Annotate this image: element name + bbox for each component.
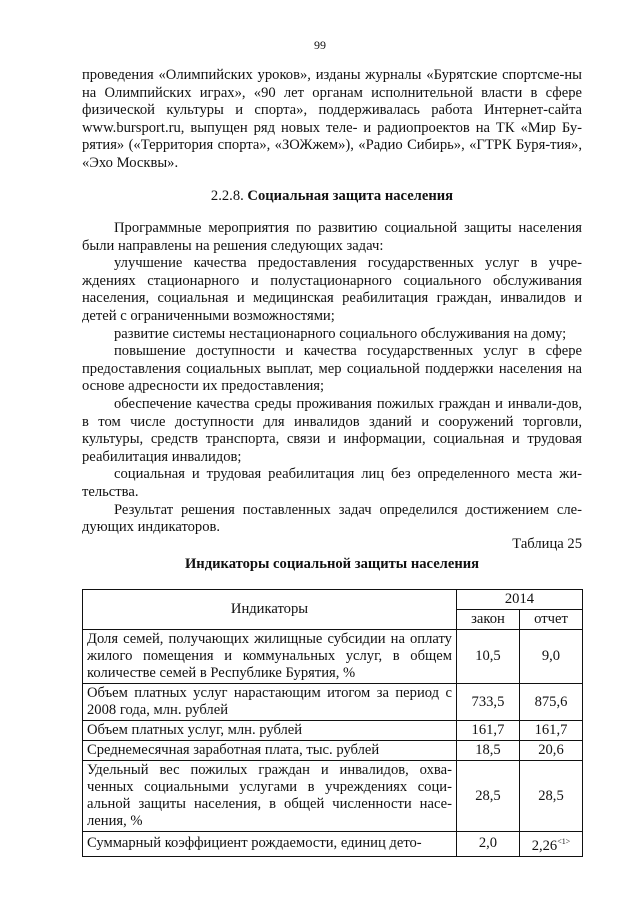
section-body xyxy=(82,220,582,537)
table-row xyxy=(83,630,583,684)
intro-paragraph xyxy=(82,67,582,173)
row-name: Доля семей, получающих жилищные субсидии на оплату жилого помещения и коммунальных услуг, в общем количестве семей в Республике Бурятия, % xyxy=(83,630,457,684)
row-name: Объем платных услуг нарастающим итогом за период с 2008 года, млн. рублей xyxy=(83,684,457,721)
section-number: 2.2.8. xyxy=(210,188,244,204)
section-heading xyxy=(82,188,582,206)
row-fact: 875,6 xyxy=(519,684,582,721)
paragraph-task-4: обеспечение качества среды проживания пожилых граждан и инвали-дов, в том числе доступности для инвалидов зданий и сооружений торговли, культуры, средств транспорта, связи и информации, социальная и трудовая реабилитация инвалидов; xyxy=(82,395,582,465)
page-number: 99 xyxy=(314,38,326,52)
row-name: Объем платных услуг, млн. рублей xyxy=(83,721,457,741)
table-row xyxy=(83,761,583,832)
paragraph-intro: Программные мероприятия по развитию социальной защиты населения были направлены на решения следующих задач: xyxy=(82,220,582,254)
header-plan: закон xyxy=(456,610,519,630)
table-row xyxy=(83,832,583,857)
table-title: Индикаторы социальной защиты населения xyxy=(184,556,480,572)
table-row xyxy=(83,721,583,741)
header-year: 2014 xyxy=(456,590,582,610)
row-fact: 20,6 xyxy=(519,741,582,761)
paragraph-task-5: социальная и трудовая реабилитация лиц без определенного места жи-тельства. xyxy=(82,466,582,500)
row-fact: 161,7 xyxy=(519,721,582,741)
row-name: Среднемесячная заработная плата, тыс. рублей xyxy=(83,741,457,761)
table-label: Таблица 25 xyxy=(512,536,582,552)
paragraph-task-3: повышение доступности и качества государственных услуг в сфере предоставления социальных выплат, мер социальной поддержки населения на основе адресности их предоставления; xyxy=(82,343,582,395)
footnote-marker: <1> xyxy=(557,837,571,846)
row-plan: 161,7 xyxy=(456,721,519,741)
paragraph-task-2: развитие системы нестационарного социального обслуживания на дому; xyxy=(114,325,567,342)
row-fact-value: 2,26 xyxy=(531,837,558,854)
header-fact: отчет xyxy=(519,610,582,630)
row-plan: 10,5 xyxy=(456,630,519,684)
section-title: Социальная защита населения xyxy=(247,188,454,204)
row-name: Удельный вес пожилых граждан и инвалидов, охва-ченных социальными услугами в учреждениях соци-альной защиты населения, в общей численности насе-ления, % xyxy=(83,761,457,832)
row-name: Суммарный коэффициент рождаемости, единиц дето- xyxy=(83,832,457,857)
row-plan: 18,5 xyxy=(456,741,519,761)
row-plan: 733,5 xyxy=(456,684,519,721)
paragraph-result: Результат решения поставленных задач определился достижением сле-дующих индикаторов. xyxy=(82,501,582,536)
row-plan: 2,0 xyxy=(456,832,519,857)
row-fact xyxy=(519,832,582,857)
paragraph-task-1: улучшение качества предоставления государственных услуг в учре-ждениях стационарного и полустационарного социального обслуживания населения, социальная и медицинская реабилитация граждан, инвалидов и детей с ограниченными возможностями; xyxy=(82,255,582,324)
table-row xyxy=(83,741,583,761)
intro-text: проведения «Олимпийских уроков», изданы журналы «Бурятские спортсме-ны на Олимпийских играх», «90 лет органам исполнительной власти в сфере физической культуры и спорта», поддерживалась работа Интернет-сайта www.bursport.ru, выпущен ряд новых теле- и радиопроектов на ТК «Мир Бу-рятия» («Территория спорта», «ЗОЖжем»), «Радио Сибирь», «ГТРК Буря-тия», «Эхо Москвы». xyxy=(82,67,582,171)
header-indicators: Индикаторы xyxy=(83,590,457,630)
indicators-table xyxy=(82,589,583,857)
row-plan: 28,5 xyxy=(456,761,519,832)
row-fact: 9,0 xyxy=(519,630,582,684)
table-header-row xyxy=(83,590,583,610)
table-row xyxy=(83,684,583,721)
row-fact: 28,5 xyxy=(519,761,582,832)
